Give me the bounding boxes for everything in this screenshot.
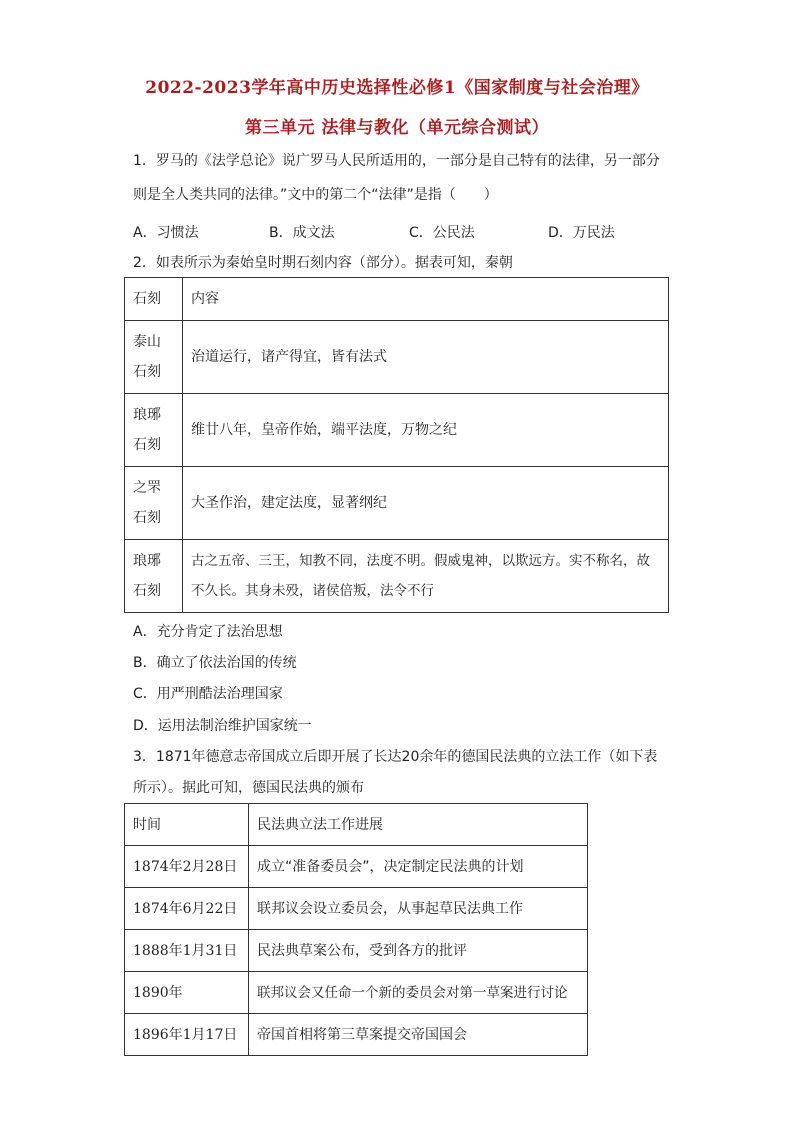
stone-name: 泰山: [133, 334, 161, 350]
stone-content: 不久长。其身未殁，诸侯倍叛，法令不行: [191, 583, 434, 599]
q1-option-a[interactable]: A．习惯法: [133, 225, 199, 241]
q1-stem-line2: 则是全人类共同的法律。”文中的第二个“法律”是指（ ）: [133, 187, 498, 203]
q2-option-c[interactable]: C．用严刑酷法治理国家: [133, 686, 283, 702]
table-row: [125, 1014, 588, 1056]
table-cell: [125, 321, 183, 394]
table-cell-progress: 帝国首相将第三草案提交帝国国会: [249, 1014, 588, 1056]
stone-content: 维廿八年，皇帝作始，端平法度，万物之纪: [191, 422, 457, 438]
stone-name: 石刻: [133, 583, 161, 599]
table-cell-time: 1874年6月22日: [125, 888, 249, 930]
q1-option-d[interactable]: D．万民法: [548, 225, 615, 241]
table-header-cell: 时间: [125, 804, 249, 846]
table-cell-time: 1890年: [125, 972, 249, 1014]
stone-name: 石刻: [133, 437, 161, 453]
table-header-row: [125, 804, 588, 846]
q2-stem: 2．如表所示为秦始皇时期石刻内容（部分）。据表可知，秦朝: [133, 255, 513, 271]
stone-name: 之罘: [133, 480, 161, 496]
table-header-cell: 石刻: [125, 278, 183, 321]
table-row: [125, 846, 588, 888]
table-cell-time: 1888年1月31日: [125, 930, 249, 972]
table-cell-time: 1896年1月17日: [125, 1014, 249, 1056]
q2-option-d[interactable]: D．运用法制治维护国家统一: [133, 718, 312, 734]
stone-name: 琅琊: [133, 553, 161, 569]
stone-content: 古之五帝、三王，知教不同，法度不明。假威鬼神，以欺远方。实不称名，故: [191, 553, 650, 569]
table-cell: [183, 467, 669, 540]
q2-option-b[interactable]: B．确立了依法治国的传统: [133, 655, 297, 671]
table-cell-progress: 联邦议会又任命一个新的委员会对第一草案进行讨论: [249, 972, 588, 1014]
table-cell: [183, 540, 669, 613]
q2-option-a[interactable]: A．充分肯定了法治思想: [133, 624, 283, 640]
table-cell: [125, 394, 183, 467]
q3-stem-line2: 所示）。据此可知，德国民法典的颁布: [133, 780, 364, 796]
q1-option-c[interactable]: C．公民法: [409, 225, 475, 241]
table-cell: [183, 394, 669, 467]
table-row: [125, 540, 669, 613]
q3-stem-line1: 3．1871年德意志帝国成立后即开展了长达20余年的德国民法典的立法工作（如下表: [133, 749, 658, 765]
q1-option-b[interactable]: B．成文法: [269, 225, 335, 241]
table-row: [125, 972, 588, 1014]
table-row: [125, 394, 669, 467]
table-cell-progress: 成立“准备委员会”，决定制定民法典的计划: [249, 846, 588, 888]
stone-name: 石刻: [133, 510, 161, 526]
table-header-cell: 内容: [183, 278, 669, 321]
q1-options: [133, 222, 663, 242]
table-cell: [125, 540, 183, 613]
document-title: 2022-2023学年高中历史选择性必修1《国家制度与社会治理》: [145, 78, 649, 98]
table-header-row: [125, 278, 669, 321]
q2-table: [124, 277, 669, 613]
table-row: [125, 321, 669, 394]
table-row: [125, 930, 588, 972]
table-cell: [183, 321, 669, 394]
table-row: [125, 888, 588, 930]
table-cell-time: 1874年2月28日: [125, 846, 249, 888]
table-cell-progress: 民法典草案公布，受到各方的批评: [249, 930, 588, 972]
stone-content: 治道运行，诸产得宜，皆有法式: [191, 349, 387, 365]
table-header-cell: 民法典立法工作进展: [249, 804, 588, 846]
stone-content: 大圣作治，建定法度，显著纲纪: [191, 495, 387, 511]
q1-stem-line1: 1．罗马的《法学总论》说广罗马人民所适用的，一部分是自己特有的法律，另一部分: [133, 153, 660, 169]
stone-name: 石刻: [133, 364, 161, 380]
table-cell-progress: 联邦议会设立委员会，从事起草民法典工作: [249, 888, 588, 930]
table-cell: [125, 467, 183, 540]
table-row: [125, 467, 669, 540]
q3-table: [124, 803, 588, 1056]
stone-name: 琅琊: [133, 407, 161, 423]
document-subtitle: 第三单元 法律与教化（单元综合测试）: [245, 118, 549, 138]
